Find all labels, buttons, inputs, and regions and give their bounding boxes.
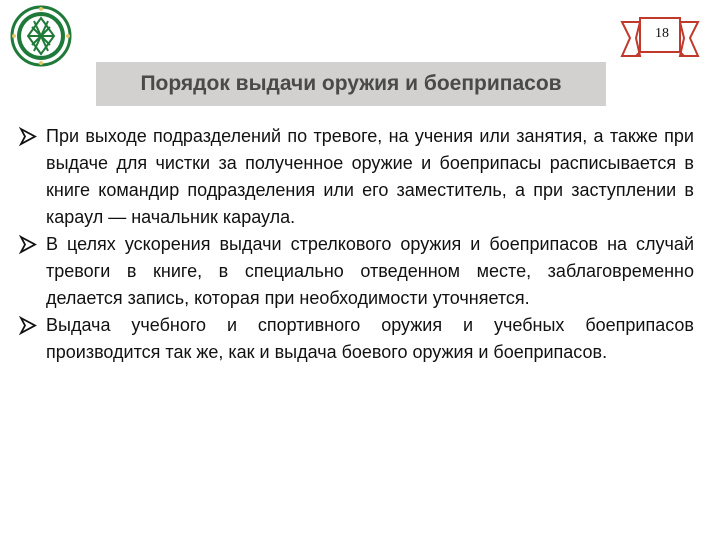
bullet-text: Выдача учебного и спортивного оружия и учебных боеприпасов производится так же, как и выдача боевого оружия и боеприпасов. <box>46 315 694 362</box>
bullet-list <box>16 123 694 366</box>
emblem-logo <box>10 5 72 67</box>
bullet-text: В целях ускорения выдачи стрелкового оружия и боеприпасов на случай тревоги в книге, в специально отведенном месте, заблаговременно делается запись, которая при необходимости уточняется. <box>46 234 694 308</box>
bullet-text: При выходе подразделений по тревоге, на учения или занятия, а также при выдаче для чистки за полученное оружие и боеприпасы расписывается в книге командир подразделения или его заместитель, а при заступлении в караул — начальник караула. <box>46 126 694 227</box>
bullet-item <box>16 312 694 366</box>
bullet-item <box>16 231 694 312</box>
page-number: 18 <box>655 26 669 41</box>
arrow-bullet-icon <box>18 231 38 258</box>
arrow-bullet-icon <box>18 312 38 339</box>
title-banner <box>96 62 606 106</box>
bullet-item <box>16 123 694 231</box>
slide-title: Порядок выдачи оружия и боеприпасов <box>140 72 562 95</box>
arrow-bullet-icon <box>18 123 38 150</box>
